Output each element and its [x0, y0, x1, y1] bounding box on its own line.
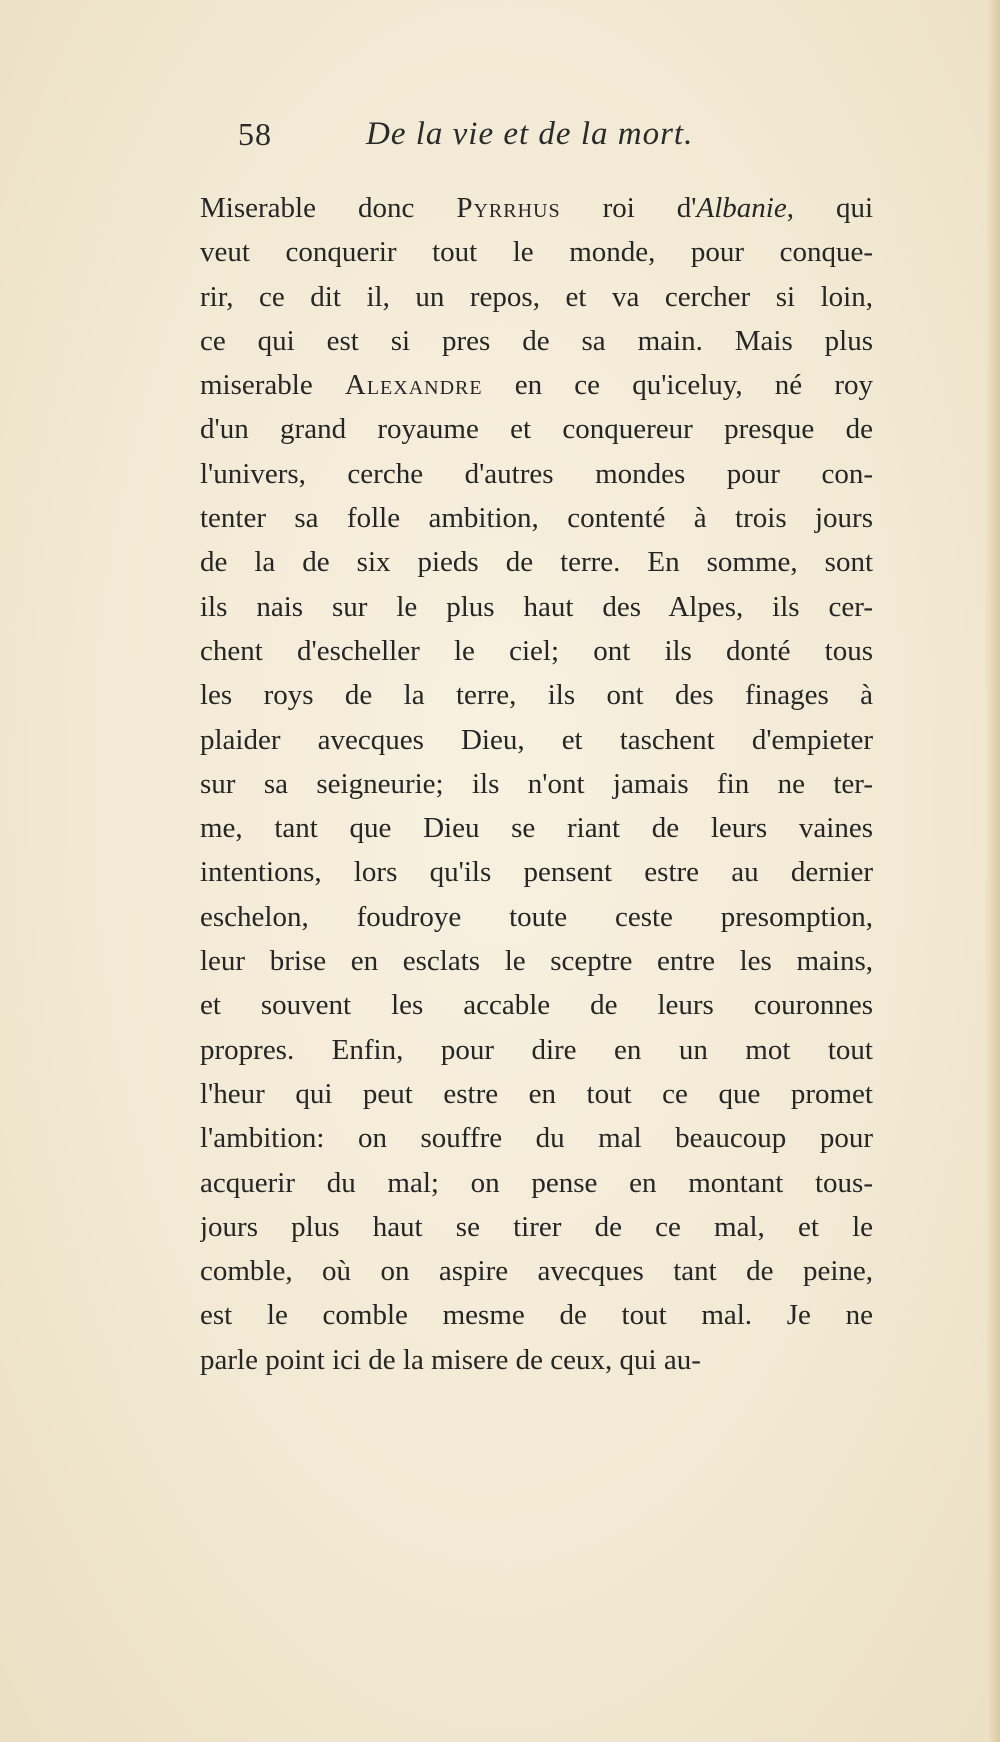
text-segment: l'ambition: on souffre du mal beaucoup pour [200, 1122, 873, 1155]
running-title: De la vie et de la mort. [366, 116, 694, 152]
text-line [200, 452, 873, 496]
text-line [200, 585, 873, 629]
body-text [200, 186, 873, 1382]
proper-name: Pyrrhus [456, 192, 561, 224]
text-segment: roi d' [560, 192, 697, 224]
text-line [200, 673, 873, 717]
text-segment: plaider avecques Dieu, et taschent d'empieter [200, 723, 873, 756]
text-segment: acquerir du mal; on pense en montant tous- [200, 1166, 873, 1199]
text-segment: comble, où on aspire avecques tant de peine, [200, 1255, 873, 1288]
text-line [200, 319, 873, 363]
text-segment: de la de six pieds de terre. En somme, sont [200, 546, 873, 579]
text-segment: jours plus haut se tirer de ce mal, et le [200, 1210, 873, 1243]
text-line [200, 1028, 873, 1072]
text-segment: rir, ce dit il, un repos, et va cercher si loin, [200, 280, 873, 313]
text-line [200, 718, 873, 762]
text-segment: ce qui est si pres de sa main. Mais plus [200, 324, 873, 357]
text-line [200, 363, 873, 407]
text-line [200, 540, 873, 584]
text-line [200, 895, 873, 939]
text-line [200, 1072, 873, 1116]
text-line [200, 983, 873, 1027]
text-segment: , qui [786, 192, 873, 224]
text-segment: et souvent les accable de leurs couronnes [200, 989, 873, 1022]
text-segment: propres. Enfin, pour dire en un mot tout [200, 1033, 873, 1066]
text-line [200, 1249, 873, 1293]
text-line [200, 496, 873, 540]
page-header [238, 116, 798, 166]
text-line [200, 939, 873, 983]
text-segment: intentions, lors qu'ils pensent estre au dernier [200, 856, 873, 889]
text-line [200, 762, 873, 806]
text-line [200, 1116, 873, 1160]
text-line [200, 1205, 873, 1249]
text-segment: miserable [200, 369, 345, 402]
page-edge [986, 0, 1000, 1742]
text-segment: parle point ici de la misere de ceux, qui au- [200, 1343, 701, 1376]
text-segment: eschelon, foudroye toute ceste presomption, [200, 900, 873, 933]
text-line [200, 806, 873, 850]
text-segment: ils nais sur le plus haut des Alpes, ils cer- [200, 590, 873, 623]
page-number: 58 [238, 116, 272, 152]
text-segment: est le comble mesme de tout mal. Je ne [200, 1299, 873, 1332]
text-segment: me, tant que Dieu se riant de leurs vaines [200, 812, 873, 845]
text-segment: en ce qu'iceluy, né roy [482, 369, 873, 402]
italic-text: Albanie [696, 192, 787, 224]
text-line [200, 407, 873, 451]
text-line [200, 850, 873, 894]
proper-name: Alexandre [344, 369, 483, 402]
text-segment: l'heur qui peut estre en tout ce que promet [200, 1077, 873, 1110]
text-line [200, 1293, 873, 1337]
text-segment: les roys de la terre, ils ont des finages à [200, 679, 873, 712]
text-segment: sur sa seigneurie; ils n'ont jamais fin ne ter- [200, 767, 873, 800]
text-line [200, 230, 873, 274]
text-segment: leur brise en esclats le sceptre entre les mains, [200, 945, 873, 978]
text-line [200, 629, 873, 673]
text-line [200, 1161, 873, 1205]
text-segment: l'univers, cerche d'autres mondes pour con- [200, 457, 873, 490]
text-segment: veut conquerir tout le monde, pour conque- [200, 236, 873, 269]
text-segment: tenter sa folle ambition, contenté à trois jours [200, 502, 873, 535]
text-line [200, 186, 873, 230]
text-segment: chent d'escheller le ciel; ont ils donté tous [200, 634, 873, 667]
text-line [200, 275, 873, 319]
text-segment: Miserable donc [200, 192, 457, 224]
text-segment: d'un grand royaume et conquereur presque de [200, 413, 873, 446]
show-through-text [205, 1372, 865, 1460]
